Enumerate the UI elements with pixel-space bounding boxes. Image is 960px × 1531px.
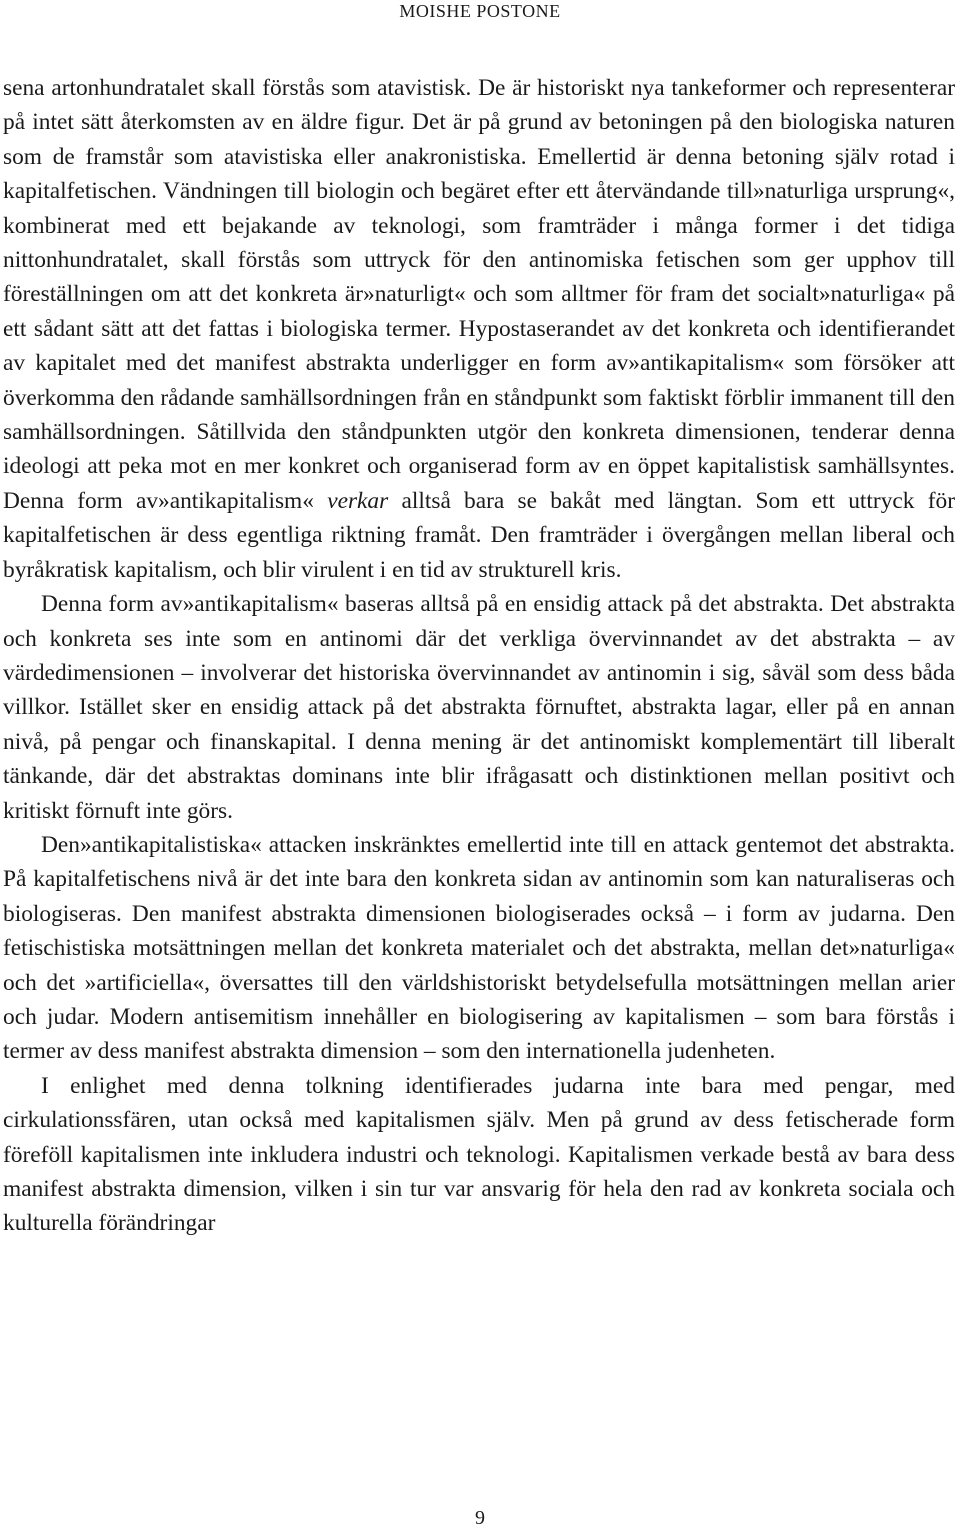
- body-text: [3, 71, 955, 1241]
- paragraph-2: Denna form av»antikapitalism« baseras alltså på en ensidig attack på det abstrakta. Det abstrakta och konkreta ses inte som en antinomi där det verkliga övervinnandet av det abstrakta – av värdedimensionen – involverar det historiska övervinnandet av antinomin i sig, såväl som dess båda villkor. Istället sker en ensidig attack på det abstrakta förnuftet, abstrakta lagar, eller på en annan nivå, på pengar och finanskapital. I denna mening är det antinomiskt komplementärt till liberalt tänkande, där det abstraktas dominans inte blir ifrågasatt och distinktionen mellan positivt och kritiskt förnuft inte görs.: [3, 591, 955, 824]
- page-number: 9: [475, 1507, 485, 1529]
- paragraph-4: I enlighet med denna tolkning identifierades judarna inte bara med pengar, med cirkulationssfären, utan också med kapitalismen själv. Men på grund av dess fetischerade form föreföll kapitalismen inte inkludera industri och teknologi. Kapitalismen verkade bestå av bara dess manifest abstrakta dimension, vilken i sin tur var ansvarig för hela den rad av konkreta sociala och kulturella förändringar: [3, 1072, 955, 1237]
- paragraph-1-text-cont: alltså bara se bakåt med längtan. Som ett uttryck för kapitalfetischen är dess egentliga riktning framåt. Den framträder i övergången mellan liberal och byråkratisk kapitalism, och blir virulent i en tid av strukturell kris.: [3, 487, 955, 583]
- paragraph-3: Den»antikapitalistiska« attacken inskränktes emellertid inte till en attack gentemot det abstrakta. På kapitalfetischens nivå är det inte bara den konkreta sidan av antinomin som kan naturaliseras och biologiseras. Den manifest abstrakta dimensionen biologiserades också – i form av judarna. Den fetischistiska motsättningen mellan det konkreta materialet och det abstrakta, mellan det»naturliga« och det »artificiella«, översattes till den världshistoriskt betydelsefulla motsättningen mellan arier och judar. Modern antisemitism innehåller en biologisering av kapitalismen – som bara förstås i termer av dess manifest abstrakta dimension – som den internationella judenheten.: [3, 831, 955, 1065]
- paragraph-1: [3, 71, 955, 587]
- emphasis-verkar: verkar: [327, 487, 389, 514]
- running-head: MOISHE POSTONE: [399, 1, 561, 21]
- paragraph-1-text: sena artonhundratalet skall förstås som atavistisk. De är historiskt nya tankeformer och representerar på intet sätt återkomsten av en äldre figur. Det är på grund av betoningen på den biologiska naturen som de framstår som atavistiska eller anakronistiska. Emellertid är denna betoning själv rotad i kapitalfetischen. Vändningen till biologin och begäret efter ett återvändande till»naturliga ursprung«, kombinerat med ett bejakande av teknologi, som framträder i många former i det tidiga nittonhundratalet, skall förstås som uttryck för den antinomiska fetischen som ger upphov till föreställningen om att det konkreta är»naturligt« och som alltmer för fram det socialt»naturliga« på ett sådant sätt att det fattas i biologiska termer. Hypostaserandet av det konkreta och identifierandet av kapitalet med det manifest abstrakta underligger en form av»antikapitalism« som försöker att överkomma den rådande samhällsordningen från en ståndpunkt som faktiskt förblir immanent till den samhällsordningen. Såtillvida den ståndpunkten utgör den konkreta dimensionen, tenderar denna ideologi att peka mot en mer konkret och organiserad form av en öppet kapitalistisk samhällsyntes. Denna form av»antikapitalism«: [3, 75, 955, 514]
